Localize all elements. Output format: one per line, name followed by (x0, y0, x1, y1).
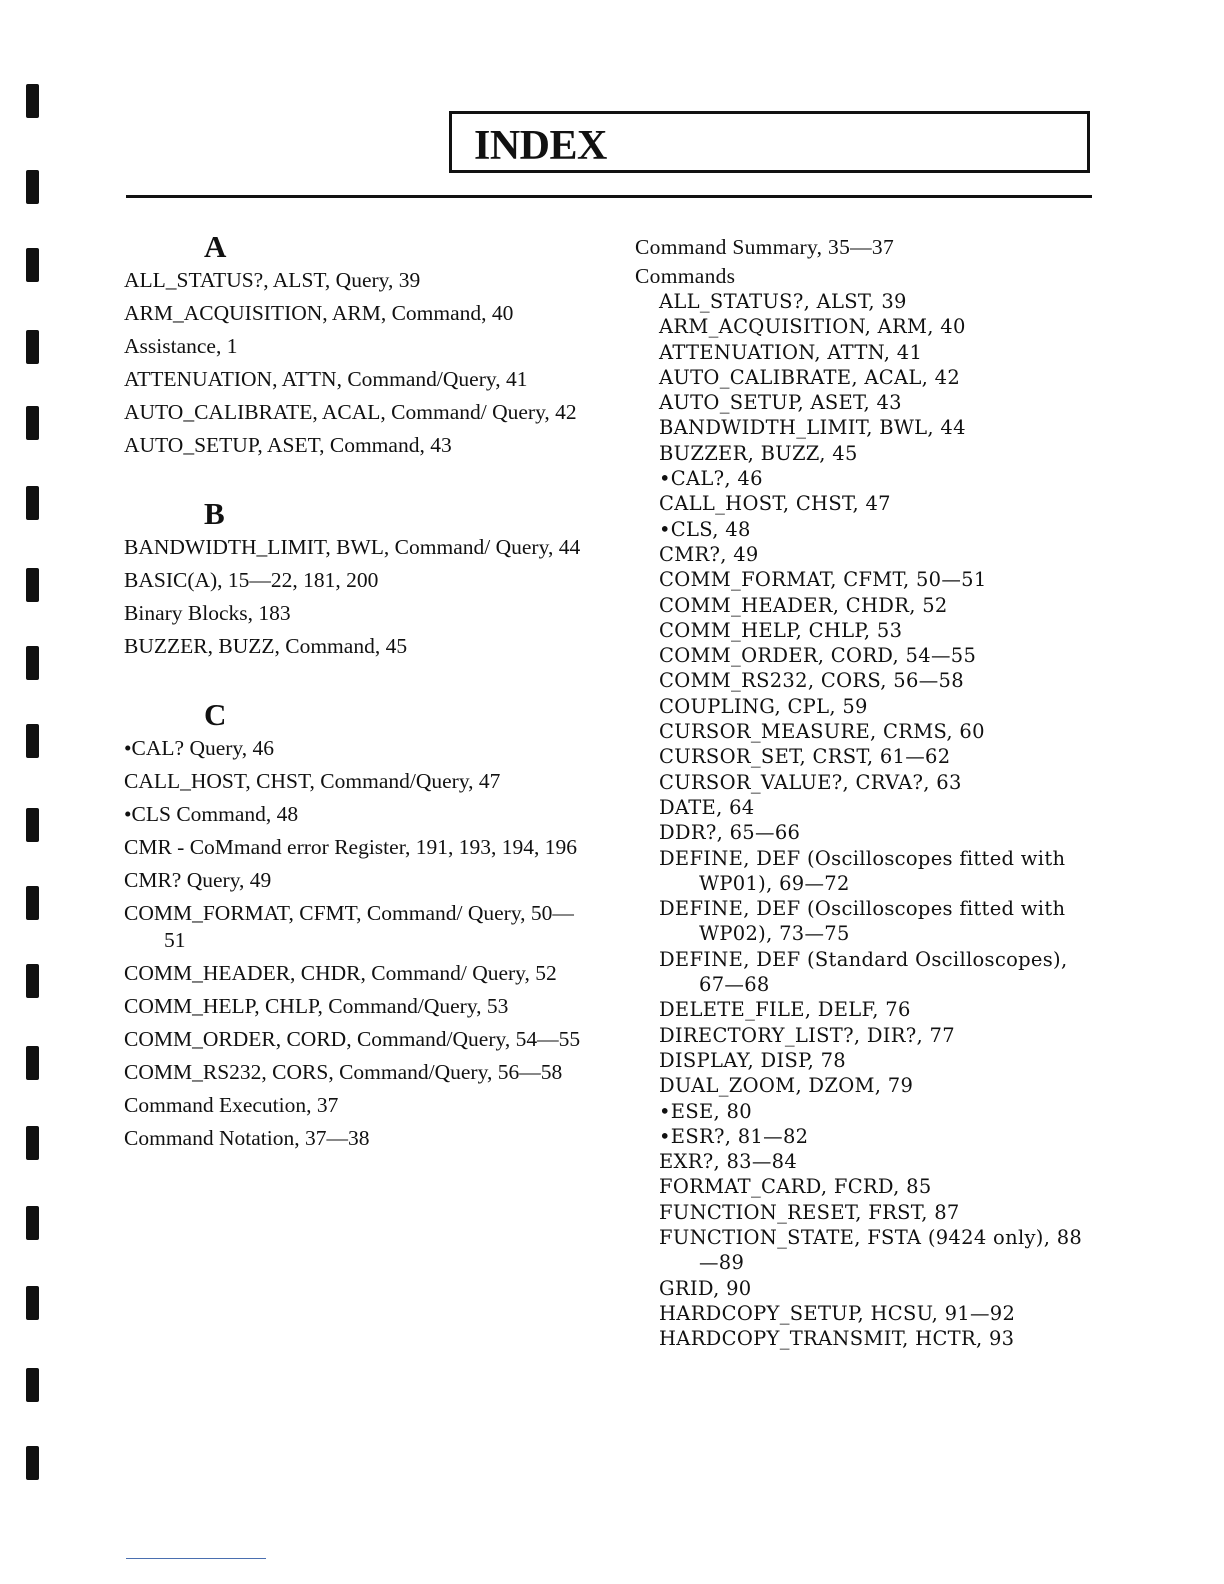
index-section-c (124, 698, 594, 1152)
index-subentry: •CLS, 48 (659, 517, 751, 541)
index-entry: Command Notation, 37—38 (124, 1126, 370, 1150)
section-letter: C (204, 697, 227, 732)
index-subentry: CURSOR_SET, CRST, 61—62 (659, 745, 951, 769)
binding-hole (26, 724, 39, 758)
index-subentry: ARM_ACQUISITION, ARM, 40 (659, 315, 966, 339)
index-entry: ARM_ACQUISITION, ARM, Command, 40 (124, 301, 514, 325)
binding-hole (26, 1286, 39, 1320)
index-subentry: HARDCOPY_SETUP, HCSU, 91—92 (659, 1301, 1016, 1325)
index-entry: COMM_HELP, CHLP, Command/Query, 53 (124, 994, 509, 1018)
index-entry: •CAL? Query, 46 (124, 736, 275, 760)
index-entry: CMR? Query, 49 (124, 868, 272, 892)
index-subentry: COMM_HEADER, CHDR, 52 (659, 593, 948, 617)
index-section-b (124, 497, 594, 660)
index-subentry: CMR?, 49 (659, 542, 759, 566)
section-letter: A (204, 229, 227, 264)
index-subentry: ALL_STATUS?, ALST, 39 (659, 290, 907, 313)
index-subentry: DDR?, 65—66 (659, 821, 801, 845)
index-subentry: GRID, 90 (659, 1276, 752, 1300)
binding-hole (26, 646, 39, 680)
index-subentry: DUAL_ZOOM, DZOM, 79 (659, 1074, 914, 1098)
index-entry: COMM_ORDER, CORD, Command/Query, 54—55 (124, 1027, 581, 1051)
index-entry: CALL_HOST, CHST, Command/Query, 47 (124, 769, 501, 793)
index-subentry: COMM_HELP, CHLP, 53 (659, 618, 903, 642)
binding-hole (26, 248, 39, 282)
binding-hole (26, 1206, 39, 1240)
index-entry: COMM_RS232, CORS, Command/Query, 56—58 (124, 1060, 563, 1084)
index-subentry: COMM_FORMAT, CFMT, 50—51 (659, 568, 987, 592)
index-subentry: DISPLAY, DISP, 78 (659, 1048, 846, 1072)
index-subentry: EXR?, 83—84 (659, 1150, 798, 1174)
index-entry: ATTENUATION, ATTN, Command/Query, 41 (124, 367, 528, 391)
index-subentry: FUNCTION_STATE, FSTA (9424 only), 88—89 (659, 1225, 1083, 1275)
index-subentry: HARDCOPY_TRANSMIT, HCTR, 93 (659, 1327, 1015, 1351)
index-subentry: DIRECTORY_LIST?, DIR?, 77 (659, 1023, 955, 1047)
binding-hole (26, 568, 39, 602)
index-entry: Commands (635, 264, 736, 288)
index-entry: Binary Blocks, 183 (124, 601, 291, 625)
index-left-column (124, 230, 594, 1158)
binding-hole (26, 84, 39, 118)
binding-hole (26, 1368, 39, 1402)
index-entry: BUZZER, BUZZ, Command, 45 (124, 634, 408, 658)
index-subentry: FUNCTION_RESET, FRST, 87 (659, 1200, 960, 1224)
index-entry: Assistance, 1 (124, 334, 238, 358)
index-entry: CMR - CoMmand error Register, 191, 193, 194, 196 (124, 835, 577, 859)
index-subentry: •CAL?, 46 (659, 467, 763, 491)
binding-hole (26, 486, 39, 520)
index-subentry: AUTO_SETUP, ASET, 43 (659, 391, 902, 415)
binding-hole (26, 886, 39, 920)
index-subentry: •ESR?, 81—82 (659, 1124, 809, 1148)
index-right-column (635, 232, 1095, 1351)
index-subentry: CALL_HOST, CHST, 47 (659, 492, 891, 516)
commands-subentries (635, 289, 1095, 1351)
index-entry: •CLS Command, 48 (124, 802, 299, 826)
binding-hole (26, 1046, 39, 1080)
index-subentry: DATE, 64 (659, 795, 755, 819)
index-subentry: COMM_ORDER, CORD, 54—55 (659, 644, 977, 668)
index-subentry: •ESE, 80 (659, 1099, 752, 1123)
index-entry: Command Execution, 37 (124, 1093, 339, 1117)
index-entry: AUTO_SETUP, ASET, Command, 43 (124, 433, 452, 457)
index-entry: BANDWIDTH_LIMIT, BWL, Command/ Query, 44 (124, 535, 581, 559)
index-entry: COMM_HEADER, CHDR, Command/ Query, 52 (124, 961, 557, 985)
page-title: INDEX (474, 123, 607, 169)
index-subentry: COUPLING, CPL, 59 (659, 694, 868, 718)
section-letter: B (204, 496, 225, 531)
index-subentry: BUZZER, BUZZ, 45 (659, 441, 858, 465)
index-subentry: ATTENUATION, ATTN, 41 (659, 340, 923, 364)
binding-hole (26, 170, 39, 204)
binding-hole (26, 330, 39, 364)
binding-hole (26, 406, 39, 440)
index-entry: Command Summary, 35—37 (635, 235, 895, 259)
index-subentry: AUTO_CALIBRATE, ACAL, 42 (659, 365, 961, 389)
index-entry: AUTO_CALIBRATE, ACAL, Command/ Query, 42 (124, 400, 577, 424)
index-subentry: FORMAT_CARD, FCRD, 85 (659, 1175, 932, 1199)
index-subentry: CURSOR_VALUE?, CRVA?, 63 (659, 770, 962, 794)
index-entry: BASIC(A), 15—22, 181, 200 (124, 568, 379, 592)
index-subentry: DEFINE, DEF (Standard Oscilloscopes), 67—68 (659, 947, 1068, 997)
binding-hole (26, 1446, 39, 1480)
binding-hole (26, 1126, 39, 1160)
index-section-a (124, 230, 594, 459)
binding-hole (26, 808, 39, 842)
header-rule (126, 195, 1092, 198)
index-subentry: DELETE_FILE, DELF, 76 (659, 998, 911, 1022)
footer-rule (126, 1558, 266, 1559)
index-entry: ALL_STATUS?, ALST, Query, 39 (124, 268, 421, 292)
index-subentry: COMM_RS232, CORS, 56—58 (659, 669, 964, 693)
page-title-box (449, 111, 1090, 173)
index-subentry: DEFINE, DEF (Oscilloscopes fitted with WP01), 69—72 (659, 846, 1066, 895)
index-subentry: DEFINE, DEF (Oscilloscopes fitted with WP02), 73—75 (659, 897, 1066, 946)
binding-hole (26, 964, 39, 998)
index-entry: COMM_FORMAT, CFMT, Command/ Query, 50—51 (124, 901, 574, 952)
index-subentry: CURSOR_MEASURE, CRMS, 60 (659, 720, 985, 744)
index-subentry: BANDWIDTH_LIMIT, BWL, 44 (659, 416, 966, 440)
